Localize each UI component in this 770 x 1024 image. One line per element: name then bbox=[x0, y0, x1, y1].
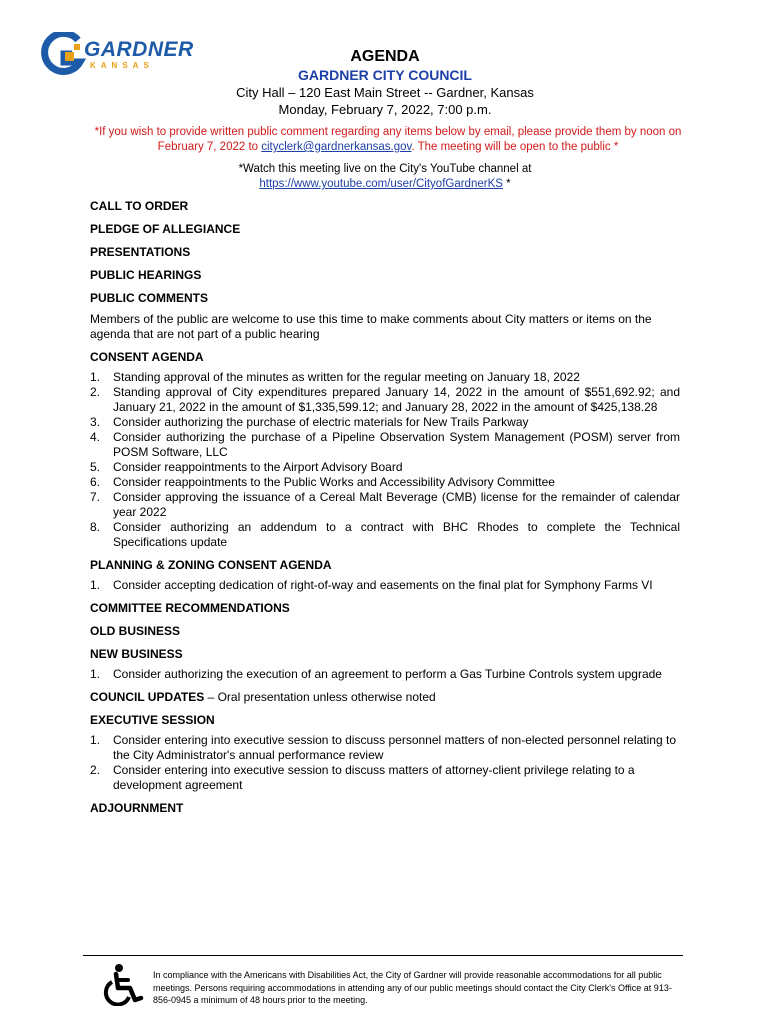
agenda-body bbox=[90, 199, 680, 824]
list-item: 1. Consider accepting dedication of right-of-way and easements on the final plat for Symphony Farms VI bbox=[90, 578, 653, 592]
list-item: 7. Consider approving the issuance of a Cereal Malt Beverage (CMB) license for the remainder of calendar year 2022 bbox=[90, 490, 680, 519]
section-presentations: PRESENTATIONS bbox=[90, 245, 191, 259]
section-executive-session: EXECUTIVE SESSION bbox=[90, 713, 215, 727]
list-item: 1. Standing approval of the minutes as written for the regular meeting on January 18, 2022 bbox=[90, 370, 580, 384]
executive-session-list bbox=[90, 733, 680, 793]
list-item: 5. Consider reappointments to the Airport Advisory Board bbox=[90, 460, 403, 474]
list-item: 1. Consider authorizing the execution of an agreement to perform a Gas Turbine Controls system upgrade bbox=[90, 667, 662, 681]
logo-subtitle: KANSAS bbox=[90, 61, 154, 70]
list-item: 6. Consider reappointments to the Public Works and Accessibility Advisory Committee bbox=[90, 475, 555, 489]
youtube-notice-text: *Watch this meeting live on the City's YouTube channel at bbox=[238, 163, 532, 175]
section-consent-agenda: CONSENT AGENDA bbox=[90, 350, 204, 364]
consent-agenda-list bbox=[90, 370, 680, 550]
section-new-business: NEW BUSINESS bbox=[90, 647, 183, 661]
section-council-updates: COUNCIL UPDATES – Oral presentation unless otherwise noted bbox=[90, 690, 436, 704]
list-item: 4. Consider authorizing the purchase of a Pipeline Observation System Management (POSM) server from POSM Software, LLC bbox=[90, 430, 680, 459]
section-planning-zoning: PLANNING & ZONING CONSENT AGENDA bbox=[90, 558, 332, 572]
footer-divider bbox=[83, 955, 683, 956]
list-item: 3. Consider authorizing the purchase of electric materials for New Trails Parkway bbox=[90, 415, 529, 429]
notice-text-after: . The meeting will be open to the public * bbox=[411, 141, 619, 153]
council-updates-note: – Oral presentation unless otherwise noted bbox=[204, 690, 436, 704]
public-comment-notice bbox=[88, 125, 688, 155]
ada-notice: In compliance with the Americans with Disabilities Act, the City of Gardner will provide reasonable accommodations for all public meetings. Persons requiring accommodations in attending any of our public meetings should contact the City Clerk's Office at 913-856-0945 a minimum of 48 hours prior to the meeting. bbox=[153, 970, 672, 1005]
list-item: 2. Standing approval of City expenditures prepared January 14, 2022 in the amount of $551,692.92; and January 21, 2022 in the amount of $1,335,599.12; and January 28, 2022 in the amount of $425,138.28 bbox=[90, 385, 680, 414]
gardner-g-logo-icon bbox=[38, 32, 86, 78]
section-committee: COMMITTEE RECOMMENDATIONS bbox=[90, 601, 290, 615]
section-adjournment: ADJOURNMENT bbox=[90, 801, 184, 815]
list-item: 2. Consider entering into executive session to discuss matters of attorney-client privilege relating to a development agreement bbox=[90, 763, 635, 792]
youtube-suffix: * bbox=[502, 178, 511, 190]
list-item: 1. Consider entering into executive session to discuss personnel matters of non-elected personnel relating to the City Administrator's annual performance review bbox=[90, 733, 676, 762]
youtube-notice bbox=[90, 162, 680, 192]
planning-list bbox=[90, 578, 680, 593]
logo-wordmark: GARDNER bbox=[84, 38, 194, 61]
meeting-date: Monday, February 7, 2022, 7:00 p.m. bbox=[278, 102, 492, 117]
wheelchair-icon bbox=[102, 964, 146, 1006]
new-business-list bbox=[90, 667, 680, 682]
section-old-business: OLD BUSINESS bbox=[90, 624, 181, 638]
meeting-address: City Hall – 120 East Main Street -- Gardner, Kansas bbox=[236, 85, 534, 100]
clerk-email-link[interactable]: cityclerk@gardnerkansas.gov bbox=[261, 141, 412, 153]
section-call-to-order: CALL TO ORDER bbox=[90, 199, 189, 213]
section-public-comments: PUBLIC COMMENTS bbox=[90, 291, 208, 305]
list-item: 8. Consider authorizing an addendum to a contract with BHC Rhodes to complete the Technical Specifications update bbox=[90, 520, 680, 549]
council-name: GARDNER CITY COUNCIL bbox=[298, 67, 472, 83]
section-public-hearings: PUBLIC HEARINGS bbox=[90, 268, 202, 282]
section-pledge: PLEDGE OF ALLEGIANCE bbox=[90, 222, 241, 236]
youtube-link[interactable]: https://www.youtube.com/user/CityofGardnerKS bbox=[259, 178, 503, 190]
page-title: AGENDA bbox=[350, 48, 420, 65]
public-comments-text: Members of the public are welcome to use this time to make comments about City matters or items on the agenda that are not part of a public hearing bbox=[90, 312, 652, 341]
notice-text-before: *If you wish to provide written public comment regarding any items below by email, please provide them by noon on February 7, 2022 to bbox=[94, 126, 682, 153]
